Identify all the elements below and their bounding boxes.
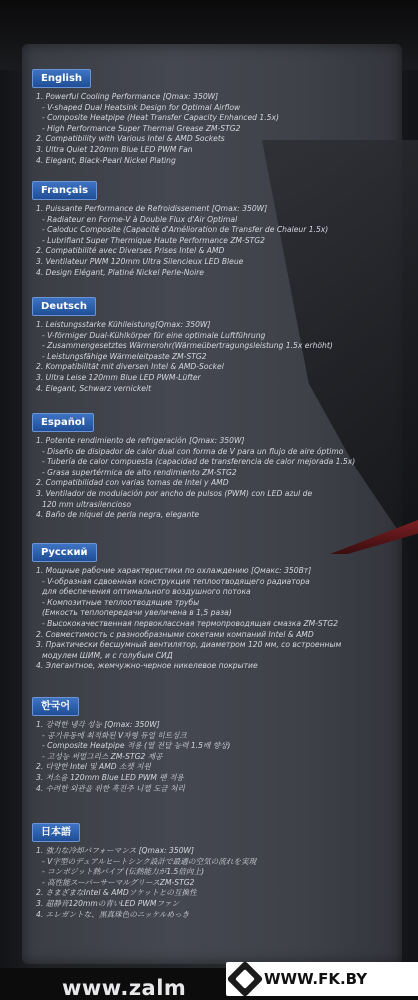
lang-badge-korean: 한국어 xyxy=(32,697,79,716)
feature-item: 2. 다양한 Intel 및 AMD 소켓 지원 xyxy=(36,762,151,772)
section-korean xyxy=(32,694,230,794)
feature-item: - Composite Heatpipe 적용 (열 전달 능력 1.5배 향상) xyxy=(42,741,231,751)
section-deutsch xyxy=(32,294,333,394)
feature-list-deutsch xyxy=(32,320,333,394)
feature-item: 120 mm ultrasilencioso xyxy=(42,499,131,509)
feature-item: 1. 강력한 냉각 성능 [Qmax: 350W] xyxy=(36,720,160,729)
feature-item: 2. Compatibility with Various Intel & AMD Sockets xyxy=(36,134,225,144)
feature-list-russian xyxy=(32,566,341,672)
feature-item: 2. Kompatibilität mit diversen Intel & AMD-Sockel xyxy=(36,362,224,372)
feature-item: - Высококачественная первоклассная термопроводящая смазка ZM-STG2 xyxy=(42,618,339,628)
diamond-logo-icon xyxy=(227,961,264,998)
section-english xyxy=(32,66,279,166)
feature-item: - Caloduc Composite (Capacité d'Amélioration de Transfer de Chaleur 1.5x) xyxy=(42,225,329,235)
feature-item: - Lubrifiant Super Thermique Haute Performance ZM-STG2 xyxy=(42,235,265,245)
feature-item: - Grasa supertérmica de alto rendimiento ZM-STG2 xyxy=(42,467,237,477)
feature-item: 2. さまざまなIntel & AMDソケットとの互換性 xyxy=(36,888,197,898)
lang-badge-russian: Русский xyxy=(32,543,97,562)
feature-item: 1. Мощные рабочие характеристики по охлаждению [Qмакс: 350Вт] xyxy=(36,566,312,575)
feature-item: - 고성능 써멀그리스 ZM-STG2 제공 xyxy=(42,751,163,761)
feature-item: 3. 저소음 120mm Blue LED PWM 팬 적용 xyxy=(36,772,184,782)
feature-item: 4. エレガントな、黒真珠色のニッケルめっき xyxy=(36,909,190,919)
feature-item: 4. Elegant, Black-Pearl Nickel Plating xyxy=(36,155,176,165)
feature-item: 4. Baño de níquel de perla negra, elegante xyxy=(36,510,200,520)
feature-item: 2. Совместимость с разнообразными сокетами компаний Intel & AMD xyxy=(36,629,314,639)
feature-item: 1. Puissante Performance de Refroidissement [Qmax: 350W] xyxy=(36,204,268,213)
feature-list-english xyxy=(32,92,279,166)
feature-item: - Композитные теплоотводящие трубы xyxy=(42,597,200,607)
feature-item: 1. Leistungsstarke Kühlleistung[Qmax: 350W] xyxy=(36,320,211,329)
feature-item: - V字型のデュアルヒートシンク設計で最適の空気の流れを実現 xyxy=(42,856,257,866)
feature-list-japanese xyxy=(32,846,256,920)
feature-item: 3. Ultra Quiet 120mm Blue LED PWM Fan xyxy=(36,144,193,154)
section-russian xyxy=(32,540,341,672)
feature-item: - 高性能スーパーサーマルグリースZM-STG2 xyxy=(42,877,195,887)
feature-item: - V-образная сдвоенная конструкция теплоотводящего радиатора xyxy=(42,576,310,586)
lang-badge-francais: Français xyxy=(32,181,97,200)
feature-item: - Leistungsfähige Wärmeleitpaste ZM-STG2 xyxy=(42,351,207,361)
feature-item: - コンポジット熱パイプ (伝熱能力が1.5倍向上) xyxy=(42,867,205,877)
watermark-text: WWW.FK.BY xyxy=(264,970,368,988)
feature-item: 1. Powerful Cooling Performance [Qmax: 350W] xyxy=(36,92,219,101)
feature-item: (Емкость теплопередачи увеличена в 1,5 раза) xyxy=(42,608,232,618)
feature-item: - Radiateur en Forme-V à Double Flux d'Air Optimal xyxy=(42,214,238,224)
section-francais xyxy=(32,178,328,278)
feature-item: для обеспечения оптимального воздушного потока xyxy=(42,587,251,597)
feature-item: - Zusammengesetztes Wärmerohr(Wärmeübertragungsleistung 1.5x erhöht) xyxy=(42,341,333,351)
lang-badge-espanol: Español xyxy=(32,413,94,432)
feature-item: - 공기유동에 최적화된 V자형 듀얼 히트싱크 xyxy=(42,730,187,740)
feature-item: 3. 超静音120mmの青いLED PWMファン xyxy=(36,898,180,908)
feature-item: 4. Элегантное, жемчужно-черное никелевое покрытие xyxy=(36,661,258,671)
feature-item: - Composite Heatpipe (Heat Transfer Capacity Enhanced 1.5x) xyxy=(42,113,279,123)
feature-item: 3. Ventilador de modulación por ancho de pulsos (PWM) con LED azul de xyxy=(36,488,313,498)
feature-item: 3. Практически бесшумный вентилятор, диаметром 120 мм, со встроенным xyxy=(36,640,342,650)
watermark-badge xyxy=(226,962,418,996)
feature-item: 3. Ultra Leise 120mm Blue LED PWM-Lüfter xyxy=(36,372,201,382)
feature-list-korean xyxy=(32,720,230,794)
brand-url: www.zalm xyxy=(62,976,187,1000)
feature-item: 1. Potente rendimiento de refrigeración [Qmax: 350W] xyxy=(36,436,245,445)
section-espanol xyxy=(32,410,355,521)
feature-item: - V-shaped Dual Heatsink Design for Optimal Airflow xyxy=(42,102,241,112)
feature-item: 2. Compatibilité avec Diverses Prises Intel & AMD xyxy=(36,246,225,256)
feature-item: 4. Elegant, Schwarz vernickelt xyxy=(36,383,152,393)
feature-item: 4. 수려한 외관을 위한 흑진주 니켈 도금 처리 xyxy=(36,783,185,793)
feature-item: 1. 強力な冷却パフォーマンス [Qmax: 350W] xyxy=(36,846,195,855)
feature-list-francais xyxy=(32,204,328,278)
feature-item: - Tubería de calor compuesta (capacidad de transferencia de calor mejorada 1.5x) xyxy=(42,457,356,467)
feature-item: - V-förmiger Dual-Kühlkörper für eine optimale Luftführung xyxy=(42,330,266,340)
feature-item: модулем ШИМ, и с голубым СИД xyxy=(42,650,173,660)
feature-item: 4. Design Elégant, Platiné Nickel Perle-Noire xyxy=(36,267,204,277)
section-japanese xyxy=(32,820,256,920)
feature-item: 3. Ventilateur PWM 120mm Ultra Silencieux LED Bleue xyxy=(36,256,244,266)
feature-item: 2. Compatibilidad con varias tomas de Intel y AMD xyxy=(36,478,229,488)
feature-item: - Diseño de disipador de calor dual con forma de V para un flujo de aire óptimo xyxy=(42,446,344,456)
feature-list-espanol xyxy=(32,436,355,521)
lang-badge-deutsch: Deutsch xyxy=(32,297,96,316)
lang-badge-english: English xyxy=(32,69,91,88)
feature-item: - High Performance Super Thermal Grease ZM-STG2 xyxy=(42,123,241,133)
lang-badge-japanese: 日本語 xyxy=(32,823,80,842)
